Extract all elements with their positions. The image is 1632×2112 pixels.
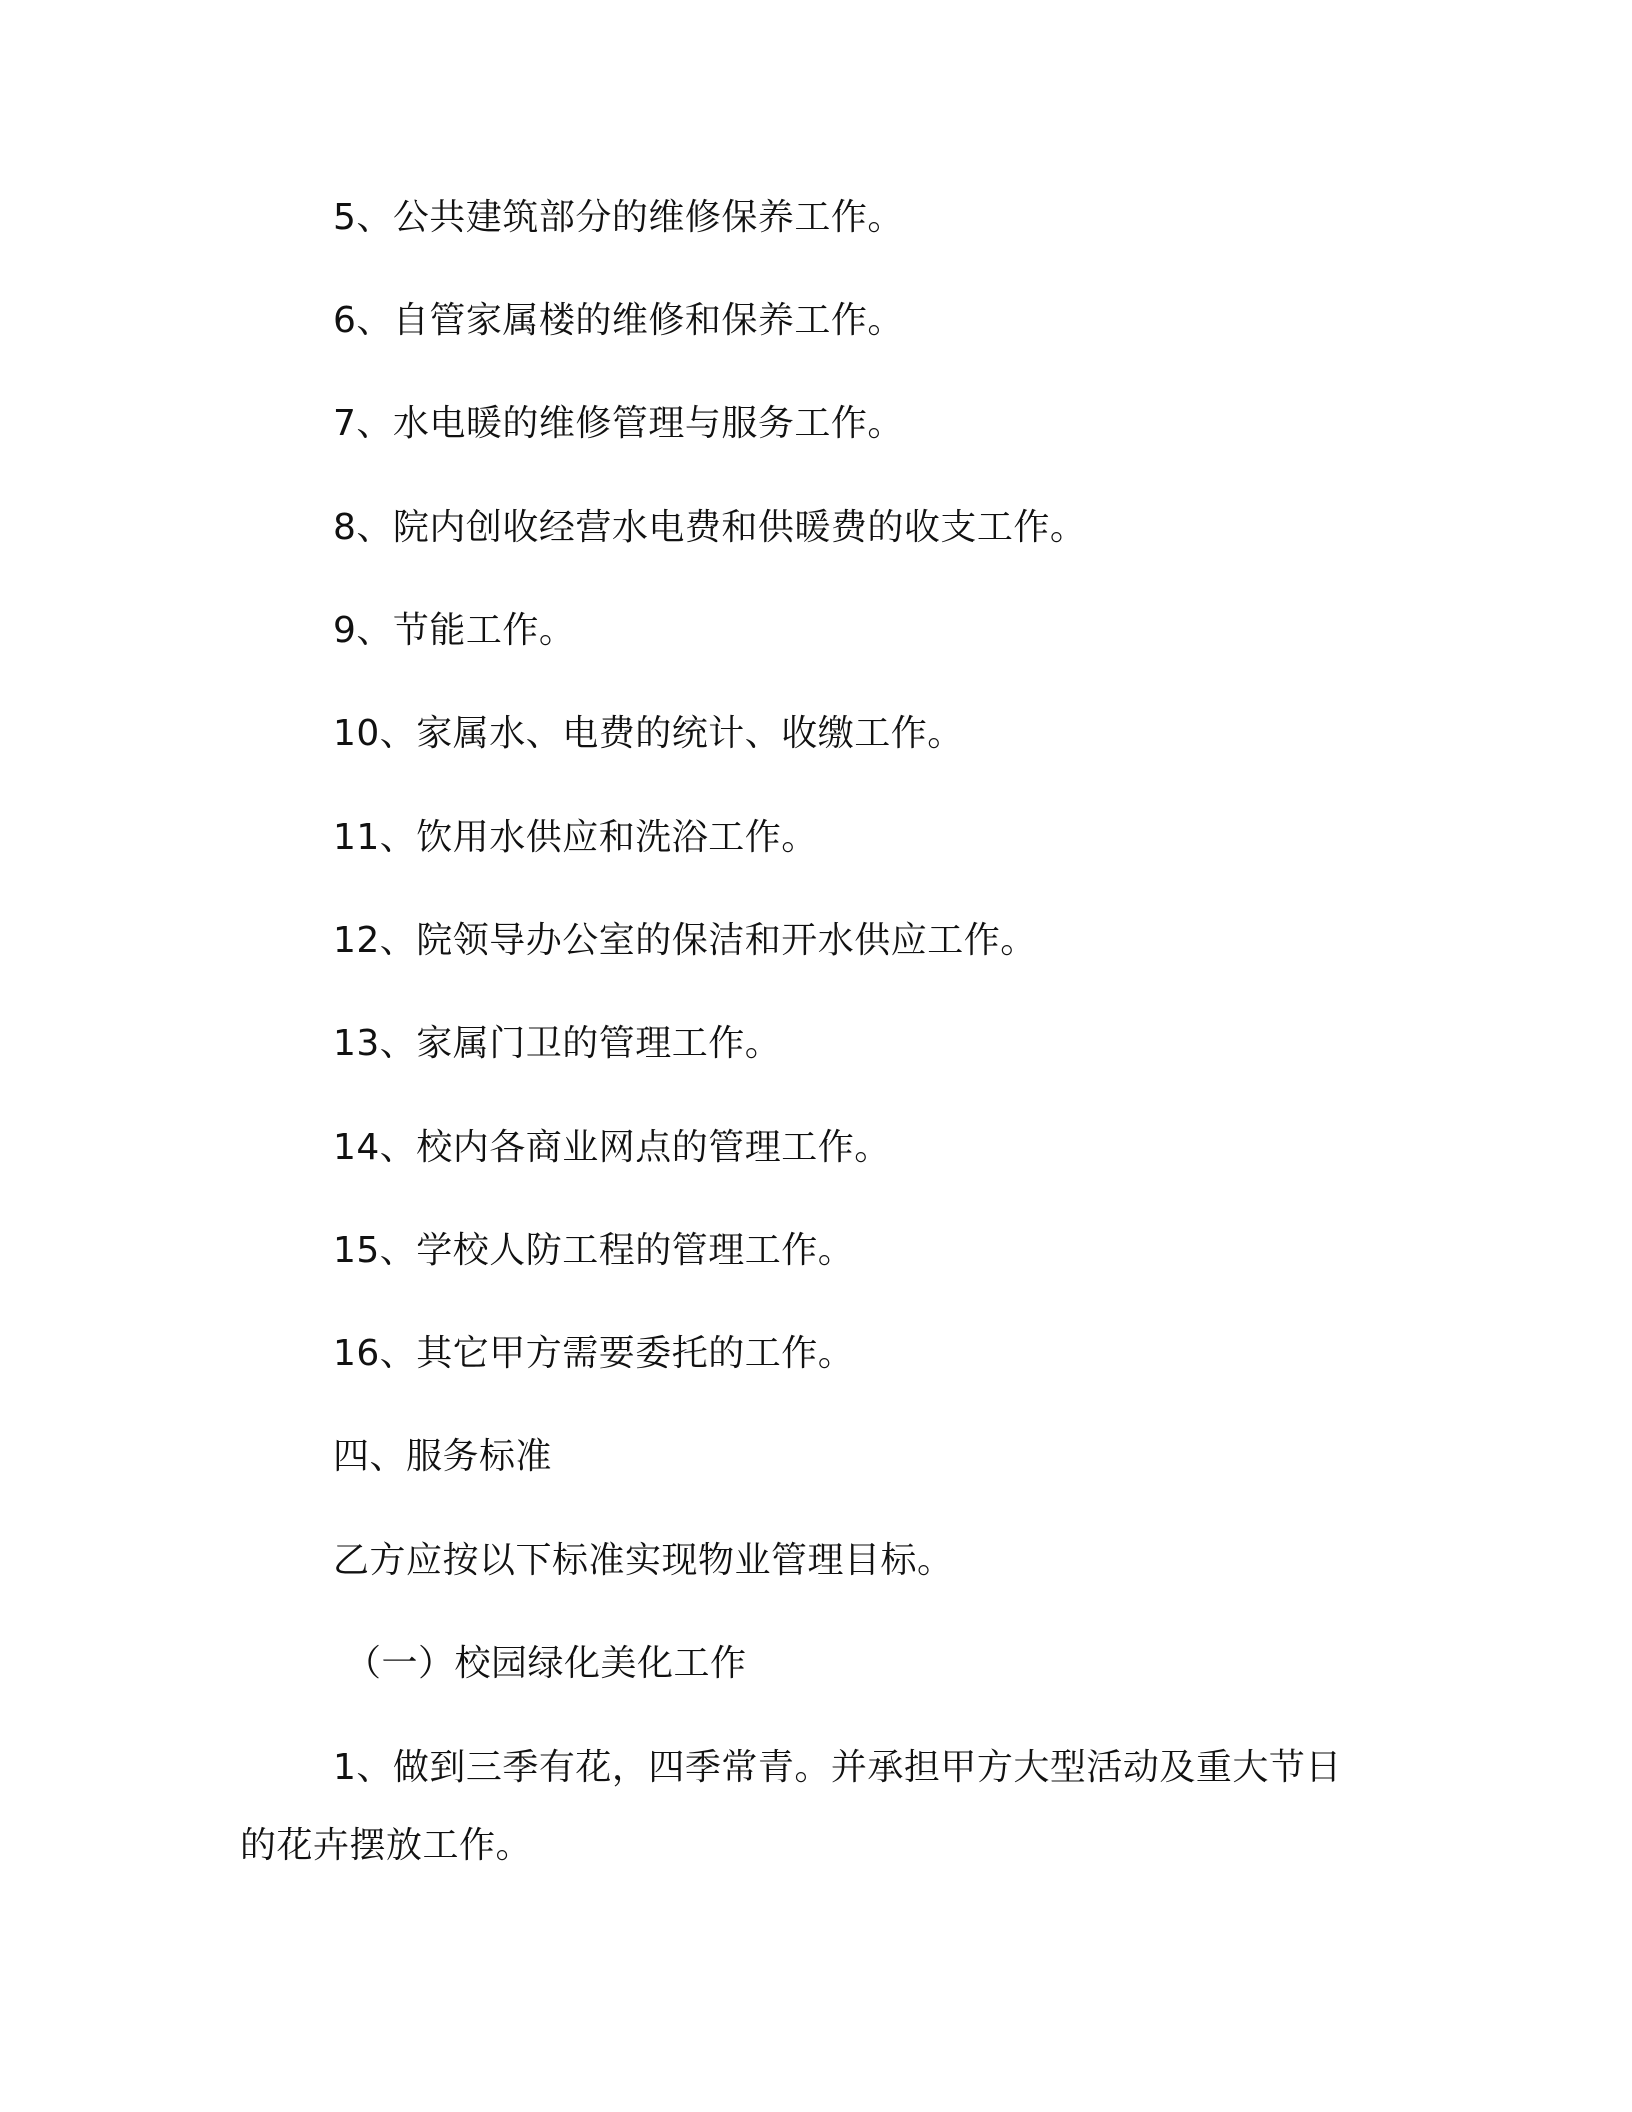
list-item: 11、饮用水供应和洗浴工作。 xyxy=(333,817,818,858)
list-item: 6、自管家属楼的维修和保养工作。 xyxy=(333,300,904,341)
paragraph-line: 1、做到三季有花，四季常青。并承担甲方大型活动及重大节日 xyxy=(333,1747,1342,1788)
list-item: 15、学校人防工程的管理工作。 xyxy=(333,1230,855,1271)
intro-paragraph: 乙方应按以下标准实现物业管理目标。 xyxy=(333,1540,954,1581)
list-item: 12、院领导办公室的保洁和开水供应工作。 xyxy=(333,920,1037,961)
subsection-heading: （一）校园绿化美化工作 xyxy=(345,1643,747,1684)
paragraph-line: 的花卉摆放工作。 xyxy=(240,1825,533,1866)
list-item: 7、水电暖的维修管理与服务工作。 xyxy=(333,403,904,444)
list-item: 5、公共建筑部分的维修保养工作。 xyxy=(333,197,904,238)
list-item: 8、院内创收经营水电费和供暖费的收支工作。 xyxy=(333,507,1087,548)
list-item: 10、家属水、电费的统计、收缴工作。 xyxy=(333,713,964,754)
list-item: 14、校内各商业网点的管理工作。 xyxy=(333,1127,891,1168)
list-item: 16、其它甲方需要委托的工作。 xyxy=(333,1333,855,1374)
list-item: 13、家属门卫的管理工作。 xyxy=(333,1023,782,1064)
list-item: 9、节能工作。 xyxy=(333,610,576,651)
section-heading: 四、服务标准 xyxy=(333,1436,553,1477)
